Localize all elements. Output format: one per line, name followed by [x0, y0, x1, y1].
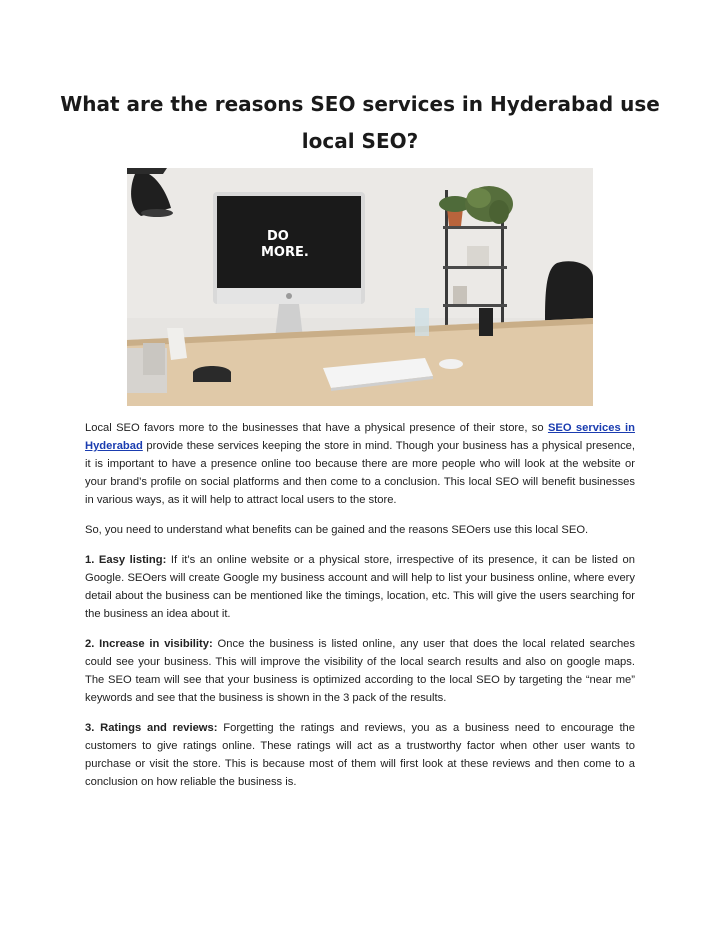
article-body	[85, 419, 635, 803]
seo-services-link[interactable]: SEO services in Hyderabad	[85, 422, 635, 452]
intro-paragraph	[85, 419, 635, 509]
desk-photo-illustration	[127, 168, 593, 406]
point-easy-listing	[85, 551, 635, 623]
intro-before-link: Local SEO favors more to the businesses that have a physical presence of their store, so	[85, 422, 548, 434]
lead-in-paragraph: So, you need to understand what benefits can be gained and the reasons SEOers use this local SEO.	[85, 524, 589, 536]
point-text: Forgetting the ratings and reviews, you as a business need to encourage the customers to give ratings online. These ratings will act as a trustworthy factor when other user wants to purchase or visit the store. This is because most of them will first look at these reviews and then come to a conclusion on how reliable the business is.	[85, 722, 635, 788]
point-ratings-reviews	[85, 719, 635, 791]
page-title: What are the reasons SEO services in Hyderabad use local SEO?	[60, 92, 660, 153]
screen-text-more: MORE.	[261, 245, 309, 260]
point-heading: 1. Easy listing:	[85, 554, 167, 566]
point-text: Once the business is listed online, any user that does the local related searches could see your business. This will improve the visibility of the local search results and also on google maps. The SEO team will see that your business is optimized according to the local SEO by targeting the “near me” keywords and see that the business is shown in the 3 pack of the results.	[85, 638, 635, 704]
screen-text-do: DO	[267, 229, 289, 244]
point-increase-visibility	[85, 635, 635, 707]
desk-photo	[127, 168, 593, 406]
point-heading: 2. Increase in visibility:	[85, 638, 213, 650]
point-heading: 3. Ratings and reviews:	[85, 722, 218, 734]
intro-after-link: provide these services keeping the store in mind. Though your business has a physical presence, it is important to have a presence online too because there are more people who will look at the website or your brand’s profile on social platforms and then come to a conclusion. This local SEO will benefit businesses in various ways, as it will help to attract local users to the store.	[85, 440, 635, 506]
point-text: If it’s an online website or a physical store, irrespective of its presence, it can be listed on Google. SEOers will create Google my business account and will help to list your business online, where every detail about the business can be mentioned like the timings, location, etc. This will give the users searching for the business an idea about it.	[85, 554, 635, 620]
